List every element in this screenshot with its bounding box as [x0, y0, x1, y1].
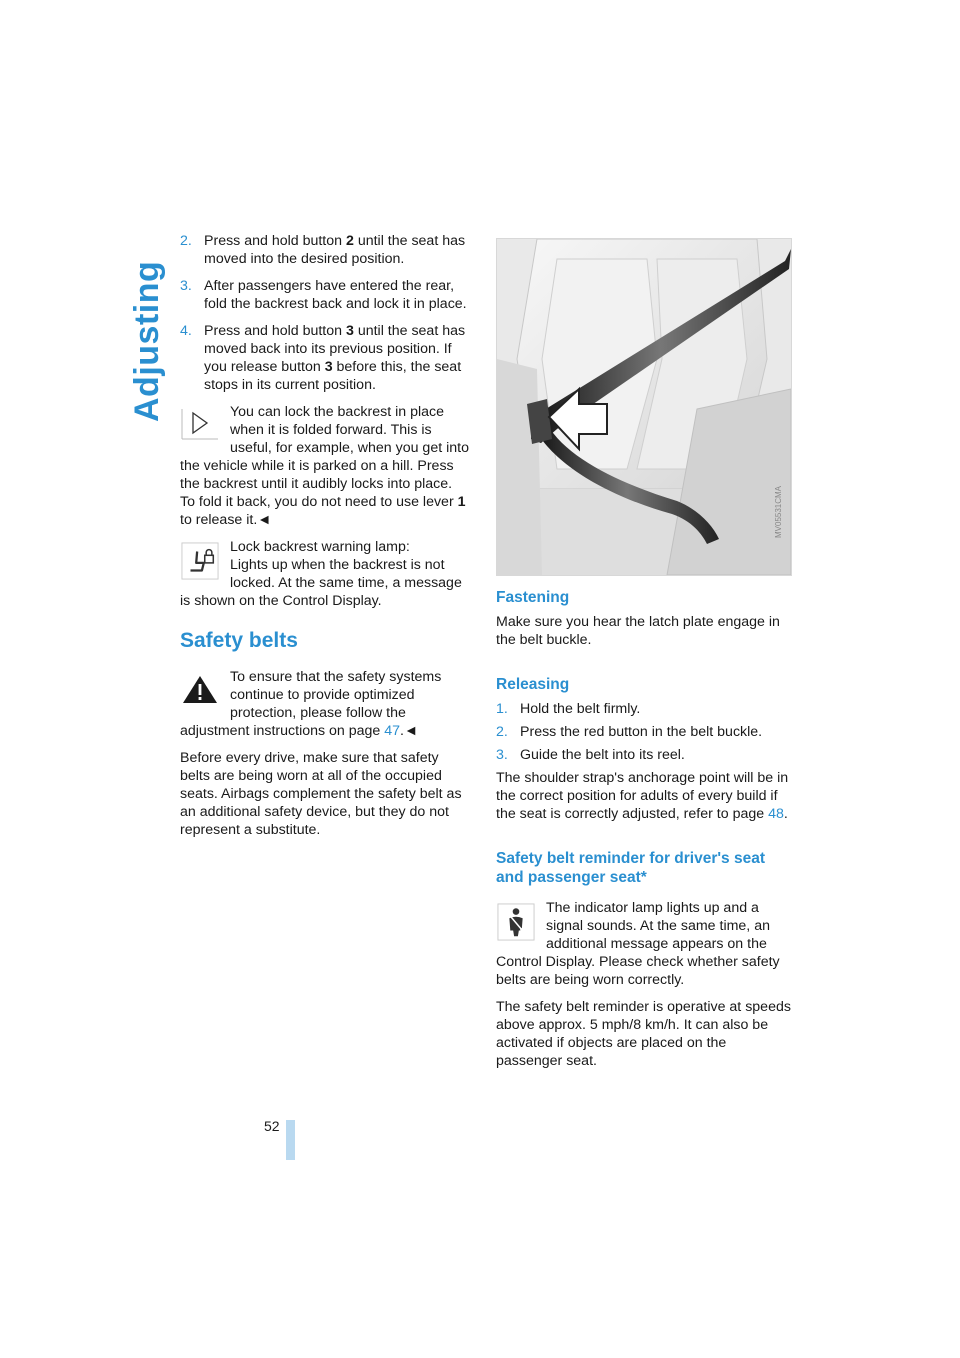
step-2: [180, 232, 470, 268]
step-text: until the seat has moved into the desired position.: [204, 233, 466, 267]
page-number: 52: [264, 1118, 280, 1134]
note-arrow-icon: [180, 407, 220, 441]
button-ref: 3: [324, 359, 333, 375]
step-text: Press and hold button: [204, 323, 346, 339]
step-text: Press the red button in the belt buckle.: [520, 724, 763, 740]
release-step: [496, 723, 792, 741]
heading-safety-belts: Safety belts: [180, 629, 298, 652]
step-number: 4.: [180, 323, 192, 339]
button-ref: 2: [345, 233, 354, 249]
tip-text-end: to release it.◄: [180, 512, 272, 528]
heading-belt-reminder: Safety belt reminder for driver's seat and passenger seat*: [496, 850, 766, 886]
button-ref: 3: [345, 323, 354, 339]
lamp-note: [180, 538, 470, 610]
step-number: 2.: [496, 724, 508, 740]
warning-triangle-icon: [180, 672, 220, 706]
anchor-end: .: [783, 806, 788, 822]
step-3: [180, 277, 470, 313]
anchor-paragraph: [496, 769, 792, 823]
release-step: [496, 700, 792, 718]
heading-fastening: Fastening: [496, 589, 570, 606]
left-column: [180, 232, 470, 848]
seat-belt-illustration: [497, 239, 791, 575]
reminder-paragraph: The safety belt reminder is operative at speeds above approx. 5 mph/8 km/h. It can also be activated if objects are placed on the passenger seat.: [496, 999, 791, 1069]
step-text: Hold the belt firmly.: [520, 701, 641, 717]
reminder-note: [496, 899, 792, 989]
step-number: 1.: [496, 701, 508, 717]
fastening-text: Make sure you hear the latch plate engage in the belt buckle.: [496, 614, 780, 648]
seat-lock-icon: [180, 542, 220, 580]
warning-end: .◄: [400, 723, 419, 739]
section-title-text: Adjusting: [128, 260, 166, 422]
lamp-title: Lock backrest warning lamp:: [230, 539, 410, 555]
heading-releasing: Releasing: [496, 676, 570, 693]
step-text: After passengers have entered the rear, fold the backrest back and lock it in place.: [204, 278, 467, 312]
belt-paragraph: Before every drive, make sure that safety belts are being worn at all of the occupied seats. Airbags complement the safety belt as an additional safety device, but they do not represent a substitute.: [180, 750, 462, 838]
anchor-text: The shoulder strap's anchorage point will be in the correct position for adults of every build if the seat is correctly adjusted, refer to page: [496, 770, 789, 822]
tip-note: [180, 403, 470, 529]
step-text: Guide the belt into its reel.: [520, 747, 685, 763]
step-text: Press and hold button: [204, 233, 346, 249]
lamp-text: Lights up when the backrest is not locked. At the same time, a message is shown on the Control Display.: [180, 557, 462, 609]
release-step: [496, 746, 792, 764]
step-number: 3.: [180, 278, 192, 294]
page-link-47[interactable]: 47: [384, 723, 401, 739]
right-column: [496, 588, 792, 1079]
lever-ref: 1: [457, 494, 466, 510]
section-title: [128, 232, 168, 422]
page-link-48[interactable]: 48: [768, 806, 784, 822]
tip-text: You can lock the backrest in place when it is folded forward. This is useful, for example, when you get into the vehicle while it is parked on a hill. Press the backrest until it audibly locks into place. To fold it back, you do not need to use lever: [180, 404, 469, 510]
warning-text: To ensure that the safety systems continue to provide optimized protection, please follow the adjustment instructions on page: [180, 669, 442, 739]
step-number: 2.: [180, 233, 192, 249]
page-bar: [286, 1120, 295, 1160]
image-code: MV05531CMA: [774, 485, 783, 538]
step-text: before this, the seat stops in its current position.: [204, 359, 462, 393]
seat-belt-photo: [496, 238, 792, 576]
seatbelt-person-icon: [496, 903, 536, 941]
step-number: 3.: [496, 747, 508, 763]
step-4: [180, 322, 470, 394]
reminder-text: The indicator lamp lights up and a signal sounds. At the same time, an additional message appears on the Control Display. Please check whether safety belts are being worn correctly.: [496, 900, 780, 988]
step-text: until the seat has moved back into its previous position. If you release button: [204, 323, 466, 375]
warning-note: [180, 668, 470, 740]
